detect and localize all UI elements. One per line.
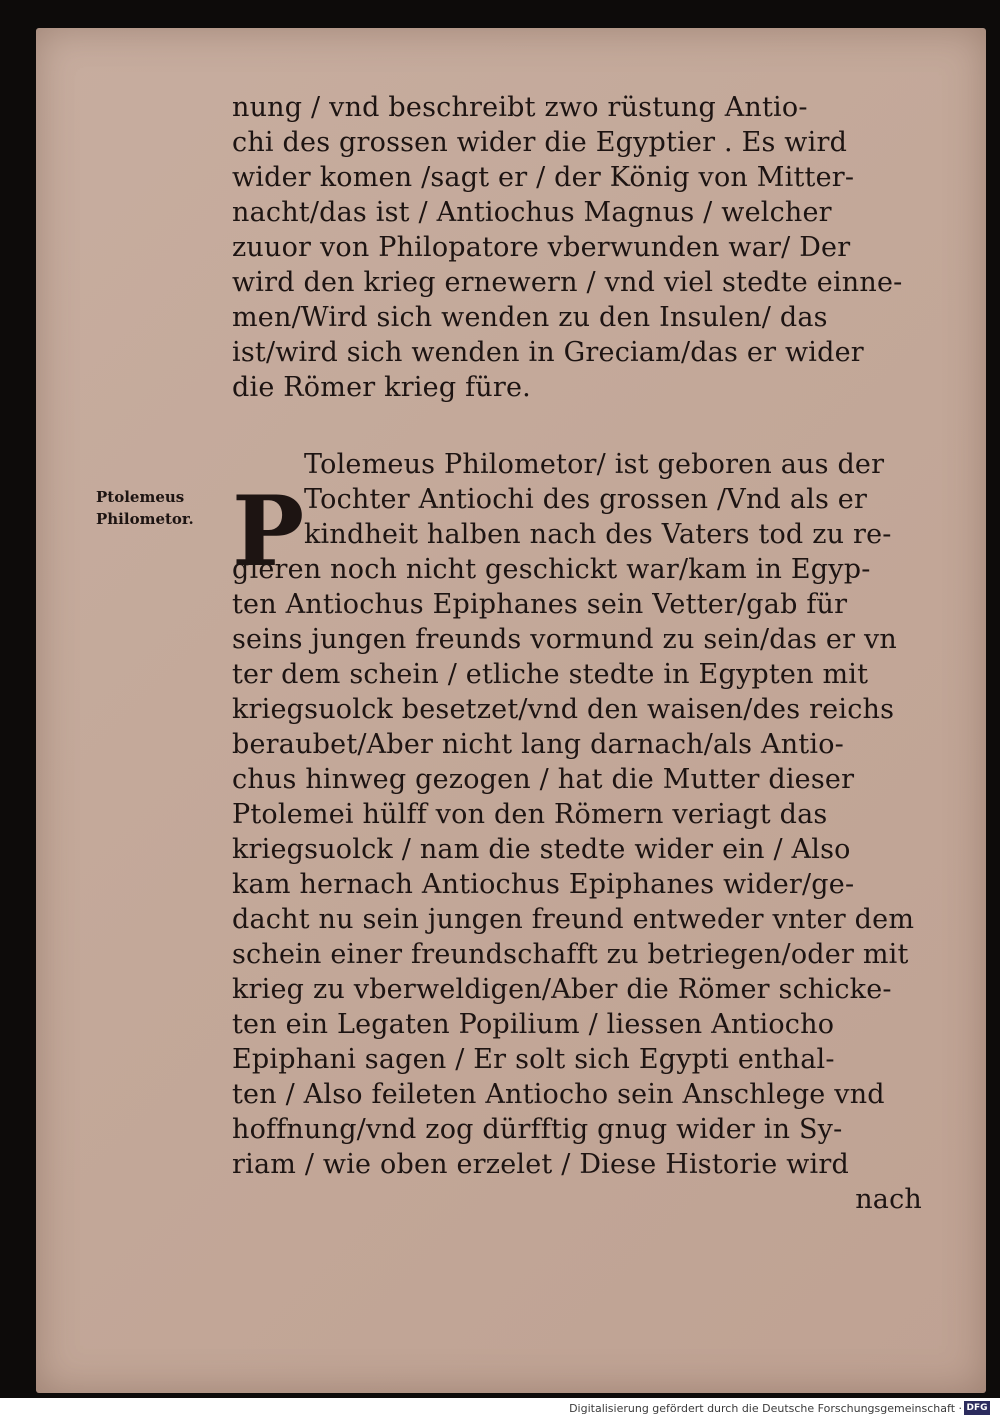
- text-line: nung / vnd beschreibt zwo rüstung Antio-: [232, 92, 808, 123]
- text-line: Epiphani sagen / Er solt sich Egypti enthal-: [232, 1044, 835, 1075]
- text-line: kriegsuolck / nam die stedte wider ein / Also: [232, 834, 851, 865]
- text-line: chi des grossen wider die Egyptier . Es wird: [232, 127, 848, 158]
- catchword: nach: [855, 1184, 922, 1215]
- footer-credit: Digitalisierung gefördert durch die Deutsche Forschungsgemeinschaft ·: [569, 1402, 962, 1415]
- paragraph-2: [232, 447, 922, 1182]
- text-line: seins jungen freunds vormund zu sein/das er vn: [232, 624, 898, 655]
- text-line: dacht nu sein jungen freund entweder vnter dem: [232, 904, 915, 935]
- paragraph-1: [232, 90, 922, 405]
- text-line: chus hinweg gezogen / hat die Mutter dieser: [232, 764, 855, 795]
- text-line: wird den krieg ernewern / vnd viel stedte einne-: [232, 267, 903, 298]
- text-line: kam hernach Antiochus Epiphanes wider/ge-: [232, 869, 855, 900]
- footer-bar: [0, 1398, 1000, 1421]
- text-line: Tolemeus Philometor/ ist geboren aus der: [304, 449, 885, 480]
- text-line: die Römer krieg füre.: [232, 372, 531, 403]
- text-line: men/Wird sich wenden zu den Insulen/ das: [232, 302, 828, 333]
- text-line: Tochter Antiochi des grossen /Vnd als er: [304, 484, 868, 515]
- marginal-note-line: Philometor.: [96, 510, 194, 528]
- text-line: schein einer freundschafft zu betriegen/oder mit: [232, 939, 909, 970]
- dfg-logo-icon: DFG: [964, 1401, 990, 1415]
- text-line: hoffnung/vnd zog dürfftig gnug wider in Sy-: [232, 1114, 843, 1145]
- text-line: ist/wird sich wenden in Greciam/das er wider: [232, 337, 864, 368]
- text-line: kindheit halben nach des Vaters tod zu re-: [304, 519, 892, 550]
- marginal-note-line: Ptolemeus: [96, 488, 185, 506]
- text-block: [232, 90, 922, 1217]
- text-line: ten ein Legaten Popilium / liessen Antiocho: [232, 1009, 835, 1040]
- text-line: beraubet/Aber nicht lang darnach/als Antio-: [232, 729, 844, 760]
- text-line: nacht/das ist / Antiochus Magnus / welcher: [232, 197, 832, 228]
- drop-cap-initial: P: [232, 475, 305, 588]
- text-line: kriegsuolck besetzet/vnd den waisen/des reichs: [232, 694, 895, 725]
- text-line: krieg zu vberweldigen/Aber die Römer schicke-: [232, 974, 892, 1005]
- text-line: Ptolemei hülff von den Römern veriagt das: [232, 799, 828, 830]
- text-line: ten Antiochus Epiphanes sein Vetter/gab für: [232, 589, 848, 620]
- marginal-note: [96, 486, 194, 530]
- text-line: wider komen /sagt er / der König von Mitter-: [232, 162, 855, 193]
- text-line: riam / wie oben erzelet / Diese Historie wird: [232, 1149, 849, 1180]
- text-line: gieren noch nicht geschickt war/kam in Egyp-: [232, 554, 871, 585]
- text-line: zuuor von Philopatore vberwunden war/ Der: [232, 232, 851, 263]
- text-line: ten / Also feileten Antiocho sein Anschlege vnd: [232, 1079, 885, 1110]
- text-line: ter dem schein / etliche stedte in Egypten mit: [232, 659, 869, 690]
